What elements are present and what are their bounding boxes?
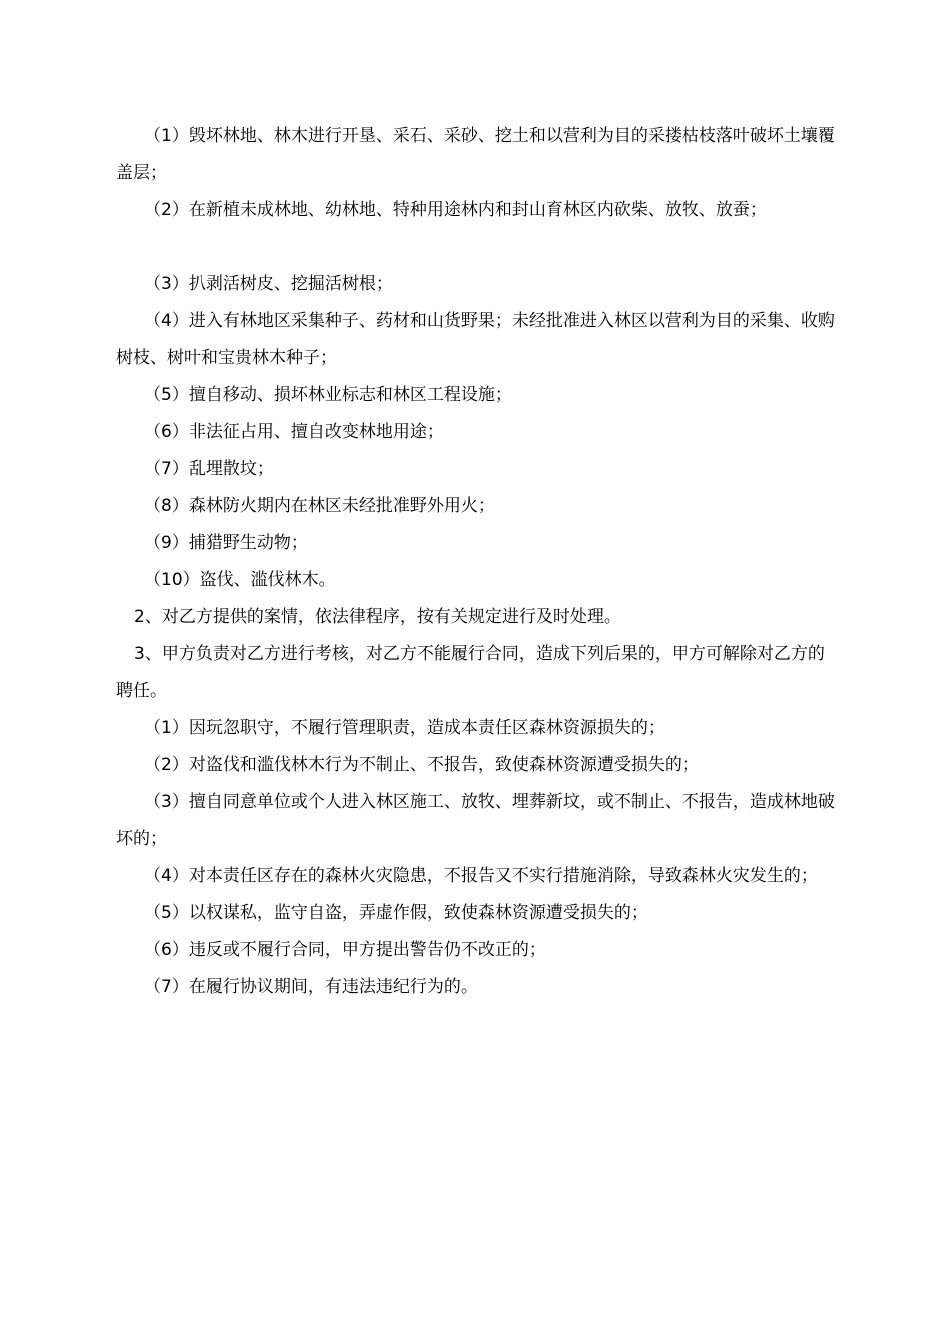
- document-body: [116, 118, 836, 1006]
- paragraph-item-9: （9）捕猎野生动物；: [144, 533, 308, 553]
- consequence-item-5: （5）以权谋私，监守自盗，弄虚作假，致使森林资源遭受损失的；: [144, 903, 648, 923]
- paragraph-item-8: （8）森林防火期内在林区未经批准野外用火；: [144, 496, 495, 516]
- paragraph-item-3: （3）扒剥活树皮、挖掘活树根；: [144, 274, 393, 294]
- paragraph-item-10: （10）盗伐、滥伐林木。: [144, 570, 336, 590]
- section-2-paragraph: 2、对乙方提供的案情，依法律程序，按有关规定进行及时处理。: [134, 607, 621, 627]
- paragraph-item-1: （1）毁坏林地、林木进行开垦、采石、采砂、挖土和以营利为目的采搂枯枝落叶破坏土壤覆盖层；: [116, 126, 835, 183]
- consequence-item-1: （1）因玩忽职守，不履行管理职责，造成本责任区森林资源损失的；: [144, 718, 665, 738]
- paragraph-item-2: （2）在新植未成林地、幼林地、特种用途林内和封山育林区内砍柴、放牧、放蚕；: [144, 200, 767, 220]
- consequence-item-2: （2）对盗伐和滥伐林木行为不制止、不报告，致使森林资源遭受损失的；: [144, 755, 699, 775]
- consequence-item-6: （6）违反或不履行合同，甲方提出警告仍不改正的；: [144, 940, 546, 960]
- consequence-item-7: （7）在履行协议期间，有违法违纪行为的。: [144, 977, 478, 997]
- section-3-paragraph: 3、甲方负责对乙方进行考核，对乙方不能履行合同，造成下列后果的，甲方可解除对乙方的聘任。: [116, 644, 825, 701]
- consequence-item-3: （3）擅自同意单位或个人进入林区施工、放牧、埋葬新坟，或不制止、不报告，造成林地破坏的；: [116, 792, 835, 849]
- paragraph-item-5: （5）擅自移动、损坏林业标志和林区工程设施；: [144, 385, 512, 405]
- paragraph-item-4: （4）进入有林地区采集种子、药材和山货野果；未经批准进入林区以营利为目的采集、收购树枝、树叶和宝贵林木种子；: [116, 311, 835, 368]
- paragraph-item-7: （7）乱埋散坟；: [144, 459, 274, 479]
- consequence-item-4: （4）对本责任区存在的森林火灾隐患，不报告又不实行措施消除，导致森林火灾发生的；: [144, 866, 818, 886]
- paragraph-item-6: （6）非法征占用、擅自改变林地用途；: [144, 422, 444, 442]
